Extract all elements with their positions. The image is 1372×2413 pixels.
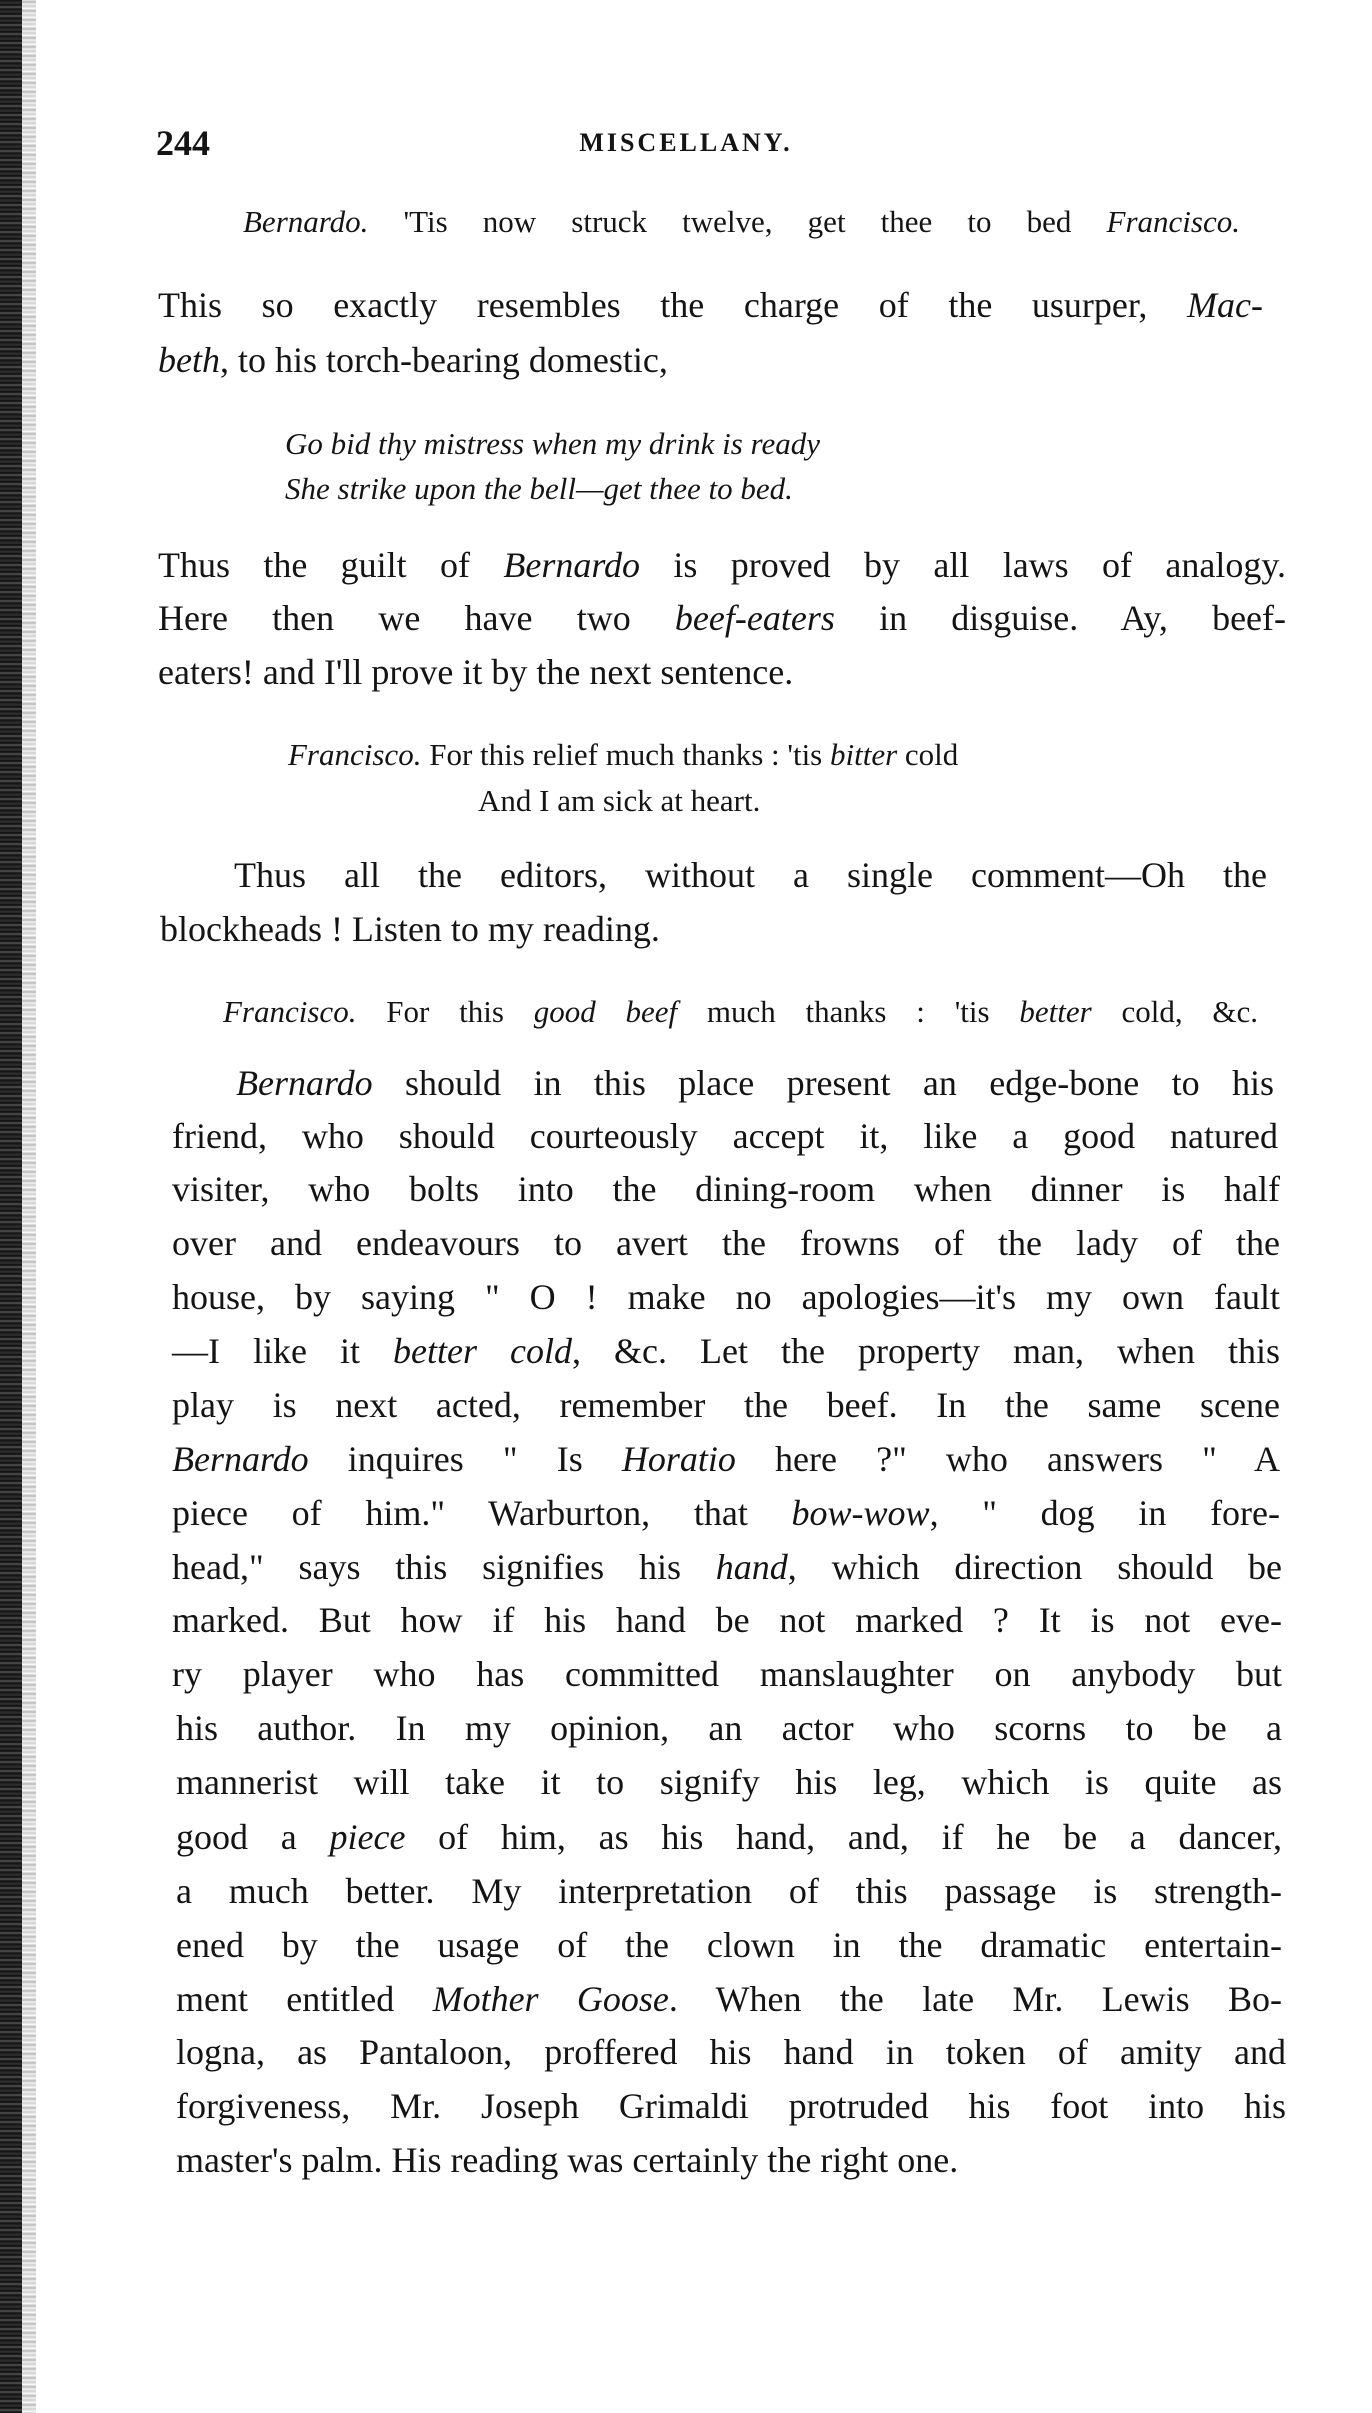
text-line bbox=[172, 1329, 1280, 1373]
italic-text: Bernardo bbox=[172, 1439, 309, 1479]
text-run: play is next acted, remember the beef. In the same scene bbox=[172, 1385, 1280, 1425]
text-run: eaters! and I'll prove it by the next sentence. bbox=[158, 652, 794, 692]
text-line bbox=[176, 1923, 1282, 1967]
text-run: logna, as Pantaloon, proffered his hand in token of amity and bbox=[176, 2032, 1286, 2072]
text-line bbox=[176, 2030, 1286, 2074]
italic-text: bitter bbox=[830, 737, 898, 772]
text-line bbox=[172, 1491, 1280, 1535]
text-line bbox=[172, 1652, 1282, 1696]
italic-text: Francisco. bbox=[1106, 204, 1240, 239]
text-run: —I like it bbox=[172, 1331, 394, 1371]
text-line bbox=[172, 1437, 1280, 1481]
text-line bbox=[172, 1221, 1280, 1265]
italic-text: bow-wow bbox=[791, 1493, 930, 1533]
text-line bbox=[176, 1760, 1282, 1804]
text-line bbox=[158, 338, 668, 382]
text-line bbox=[285, 422, 820, 466]
text-run: , to his torch-bearing domestic, bbox=[219, 340, 668, 380]
italic-text: Go bid thy mistress when my drink is ready bbox=[285, 426, 820, 461]
text-run: ened by the usage of the clown in the dramatic entertain- bbox=[176, 1925, 1282, 1965]
text-line bbox=[172, 1275, 1280, 1319]
text-run: piece of him." Warburton, that bbox=[172, 1493, 792, 1533]
text-run: head," says this signifies his bbox=[172, 1547, 716, 1587]
text-run: 'Tis now struck twelve, get thee to bed bbox=[368, 204, 1107, 239]
text-run: master's palm. His reading was certainly the right one. bbox=[176, 2140, 959, 2180]
text-line bbox=[160, 907, 660, 951]
text-line bbox=[285, 467, 793, 511]
text-line bbox=[176, 1869, 1282, 1913]
text-line bbox=[243, 200, 1240, 244]
scan-binding-edge bbox=[0, 0, 22, 2413]
text-run: mannerist will take it to signify his leg, which is quite as bbox=[176, 1762, 1282, 1802]
italic-text: Francisco. bbox=[288, 737, 422, 772]
italic-text: good beef bbox=[533, 994, 678, 1029]
text-line bbox=[223, 990, 1258, 1034]
text-run: forgiveness, Mr. Joseph Grimaldi protruded his foot into his bbox=[176, 2086, 1286, 2126]
text-run: cold, &c. bbox=[1091, 994, 1258, 1029]
italic-text: Horatio bbox=[621, 1439, 736, 1479]
text-line bbox=[478, 779, 760, 823]
scan-binding-shadow bbox=[22, 0, 36, 2413]
italic-text: Bernardo. bbox=[243, 204, 369, 239]
text-line bbox=[176, 2138, 958, 2182]
text-line bbox=[172, 1545, 1282, 1589]
text-line bbox=[172, 1383, 1280, 1427]
italic-text: Mac- bbox=[1187, 285, 1263, 325]
text-run: house, by saying " O ! make no apologies—it's my own fault bbox=[172, 1277, 1280, 1317]
text-run: much thanks : 'tis bbox=[677, 994, 1020, 1029]
text-run: , which direction should be bbox=[787, 1547, 1283, 1587]
text-run: good a bbox=[176, 1817, 330, 1857]
text-run: ry player who has committed manslaughter on anybody but bbox=[172, 1654, 1282, 1694]
text-line bbox=[288, 733, 958, 777]
text-line bbox=[234, 853, 1267, 897]
text-run: This so exactly resembles the charge of the usurper, bbox=[158, 285, 1188, 325]
text-run: And I am sick at heart. bbox=[478, 783, 761, 818]
italic-text: beth bbox=[158, 340, 220, 380]
text-line bbox=[158, 283, 1263, 327]
text-run: ment entitled bbox=[176, 1979, 433, 2019]
text-run: , " dog in fore- bbox=[929, 1493, 1281, 1533]
text-line bbox=[176, 1977, 1282, 2021]
text-run: here ?" who answers " A bbox=[735, 1439, 1280, 1479]
text-run: his author. In my opinion, an actor who scorns to be a bbox=[176, 1708, 1282, 1748]
text-run: friend, who should courteously accept it, like a good natured bbox=[172, 1116, 1278, 1156]
text-run: visiter, who bolts into the dining-room when dinner is half bbox=[172, 1169, 1280, 1209]
text-run: , &c. Let the property man, when this bbox=[572, 1331, 1281, 1371]
italic-text: beef-eaters bbox=[674, 598, 835, 638]
text-line bbox=[236, 1061, 1274, 1105]
text-run: For this bbox=[356, 994, 534, 1029]
text-run: . When the late Mr. Lewis Bo- bbox=[668, 1979, 1282, 2019]
italic-text: better cold bbox=[393, 1331, 573, 1371]
text-line bbox=[176, 1706, 1282, 1750]
text-line bbox=[172, 1598, 1282, 1642]
text-line bbox=[176, 2084, 1286, 2128]
text-line bbox=[158, 596, 1286, 640]
italic-text: Bernardo bbox=[503, 545, 641, 585]
text-run: Thus all the editors, without a single comment—Oh the bbox=[234, 855, 1267, 895]
italic-text: piece bbox=[329, 1817, 406, 1857]
text-line bbox=[172, 1167, 1280, 1211]
italic-text: hand bbox=[715, 1547, 788, 1587]
running-title: MISCELLANY. bbox=[579, 128, 793, 157]
italic-text: Francisco. bbox=[223, 994, 357, 1029]
italic-text: Bernardo bbox=[236, 1063, 373, 1103]
text-run: over and endeavours to avert the frowns of the lady of the bbox=[172, 1223, 1280, 1263]
text-run: a much better. My interpretation of this passage is strength- bbox=[176, 1871, 1282, 1911]
text-line bbox=[172, 1114, 1278, 1158]
italic-text: Mother Goose bbox=[432, 1979, 669, 2019]
text-line bbox=[158, 650, 793, 694]
text-run: is proved by all laws of analogy. bbox=[640, 545, 1286, 585]
text-run: For this relief much thanks : 'tis bbox=[421, 737, 830, 772]
text-run: Here then we have two bbox=[158, 598, 675, 638]
text-run: marked. But how if his hand be not marked ? It is not eve- bbox=[172, 1600, 1282, 1640]
text-run: in disguise. Ay, beef- bbox=[834, 598, 1287, 638]
text-line bbox=[176, 1815, 1282, 1859]
text-run: cold bbox=[897, 737, 959, 772]
text-run: blockheads ! Listen to my reading. bbox=[160, 909, 660, 949]
text-run: Thus the guilt of bbox=[158, 545, 504, 585]
italic-text: She strike upon the bell—get thee to bed. bbox=[285, 471, 793, 506]
italic-text: better bbox=[1019, 994, 1092, 1029]
text-line bbox=[158, 543, 1286, 587]
text-run: inquires " Is bbox=[308, 1439, 622, 1479]
text-run: of him, as his hand, and, if he be a dancer, bbox=[405, 1817, 1283, 1857]
text-run: should in this place present an edge-bone to his bbox=[372, 1063, 1274, 1103]
page-number: 244 bbox=[156, 123, 210, 163]
